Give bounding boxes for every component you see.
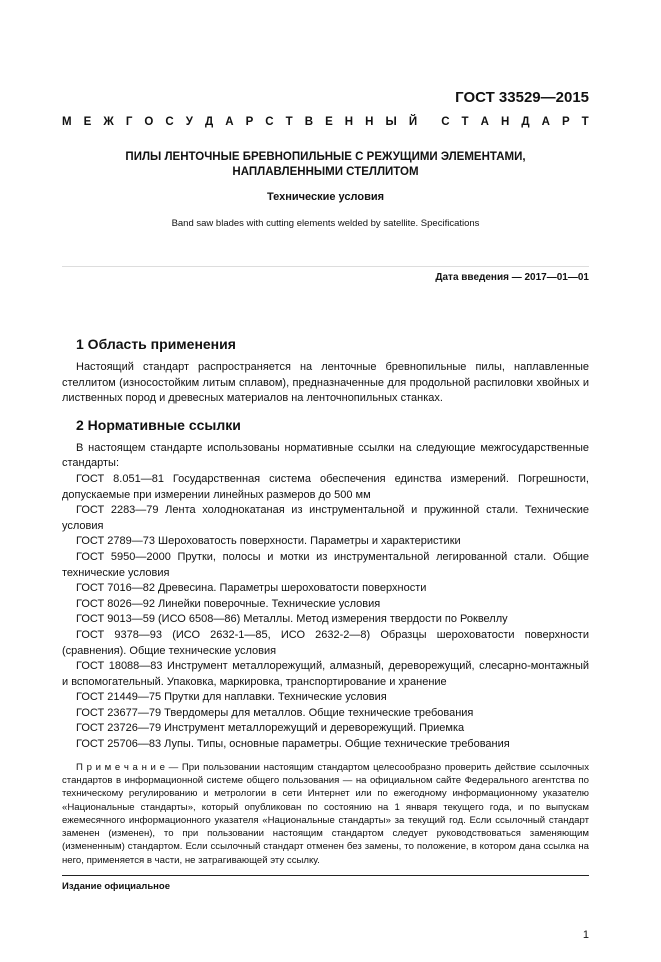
standard-type-letter: Р bbox=[561, 116, 570, 128]
edition-label: Издание официальное bbox=[62, 881, 170, 893]
standard-type-letter: Т bbox=[285, 116, 293, 128]
reference-item: ГОСТ 9013—59 (ИСО 6508—86) Металлы. Метод измерения твердости по Роквеллу bbox=[76, 613, 508, 626]
reference-item: ГОСТ 25706—83 Лупы. Типы, основные параметры. Общие технические требования bbox=[76, 738, 510, 751]
standard-type-letter: Й bbox=[408, 116, 418, 128]
standard-type-letter: В bbox=[304, 116, 314, 128]
standard-type-letter: У bbox=[185, 116, 193, 128]
standard-type-letter: Н bbox=[344, 116, 354, 128]
english-title: Band saw blades with cutting elements welded by satellite. Specifications bbox=[171, 218, 480, 229]
reference-item: ГОСТ 2789—73 Шероховатость поверхности. Параметры и характеристики bbox=[76, 535, 461, 548]
note-text: При пользовании настоящим стандартом целесообразно проверить действие ссылочных стандартов в информационной системе общего пользования — на официальном сайте Федерального агентства по техническому регулированию и метрологии в сети Интернет или по ежегодному информационному указателю «Национальные стандарты», который опубликован по состоянию на 1 января текущего года, и по выпускам ежемесячного информационного указателя «Национальные стандарты» за текущий год. Если ссылочный стандарт заменен (изменен), то при пользовании настоящим стандартом следует руководствоваться заменяющим (измененным) стандартом. Если ссылочный стандарт отменен без замены, то положение, в котором дана ссылка на него, применяется в части, не затрагивающей эту ссылку. bbox=[62, 761, 589, 866]
standard-type-letter: А bbox=[225, 116, 234, 128]
standard-type-letter: С bbox=[441, 116, 450, 128]
standard-type-letter: Е bbox=[325, 116, 333, 128]
standard-type-letter: Н bbox=[500, 116, 510, 128]
reference-item: ГОСТ 8026—92 Линейки поверочные. Технические условия bbox=[76, 597, 381, 610]
reference-item: ГОСТ 5950—2000 Прутки, полосы и мотки из инструментальной легированной стали. Общие технические условия bbox=[62, 550, 589, 579]
standard-type-letter: Т bbox=[461, 116, 469, 128]
standard-code: ГОСТ 33529—2015 bbox=[455, 89, 589, 106]
section-1-body bbox=[62, 360, 589, 407]
paragraph: В настоящем стандарте использованы нормативные ссылки на следующие межгосударственные стандарты: bbox=[62, 441, 589, 470]
reference-item: ГОСТ 9378—93 (ИСО 2632-1—85, ИСО 2632-2—8) Образцы шероховатости поверхности (сравнения). Общие технические условия bbox=[62, 628, 589, 657]
section-1-heading: 1 Область применения bbox=[76, 336, 236, 352]
note-label: П р и м е ч а н и е — bbox=[76, 761, 182, 773]
standard-type-letter: Р bbox=[245, 116, 254, 128]
standard-type-letter: Ж bbox=[103, 116, 114, 128]
standard-type-letter: Г bbox=[125, 116, 133, 128]
reference-item: ГОСТ 23726—79 Инструмент металлорежущий и дереворежущий. Приемка bbox=[76, 722, 465, 735]
document-title bbox=[62, 150, 589, 180]
document-subtitle: Технические условия bbox=[266, 191, 385, 203]
standard-type-letter: Н bbox=[365, 116, 374, 128]
standard-type-letter: Т bbox=[581, 116, 589, 128]
reference-item: ГОСТ 18088—83 Инструмент металлорежущий, алмазный, дереворежущий, слесарно-монтажный и вспомогательный. Упаковка, маркировка, транспортирование и хранение bbox=[62, 660, 589, 688]
reference-item: ГОСТ 7016—82 Древесина. Параметры шероховатости поверхности bbox=[76, 582, 427, 595]
note bbox=[62, 761, 589, 867]
standard-type-letter: С bbox=[265, 116, 274, 128]
standard-type bbox=[62, 115, 589, 129]
standard-type-letter: С bbox=[165, 116, 174, 128]
reference-item: ГОСТ 8.051—81 Государственная система обеспечения единства измерений. Погрешности, допускаемые при измерении линейных размеров до 500 мм bbox=[62, 472, 589, 501]
standard-type-letter: О bbox=[144, 116, 154, 128]
divider bbox=[62, 266, 589, 267]
effective-date: Дата введения — 2017—01—01 bbox=[435, 272, 589, 283]
reference-item: ГОСТ 23677—79 Твердомеры для металлов. Общие технические требования bbox=[76, 706, 474, 719]
standard-type-letter: А bbox=[480, 116, 489, 128]
footer-rule bbox=[62, 875, 589, 876]
standard-type-letter: А bbox=[541, 116, 550, 128]
page-number: 1 bbox=[582, 929, 589, 942]
title-line: ПИЛЫ ЛЕНТОЧНЫЕ БРЕВНОПИЛЬНЫЕ С РЕЖУЩИМИ ЭЛЕМЕНТАМИ, bbox=[125, 151, 526, 163]
standard-type-letter: М bbox=[62, 116, 72, 128]
section-2-heading: 2 Нормативные ссылки bbox=[76, 416, 241, 433]
title-line: НАПЛАВЛЕННЫМИ СТЕЛЛИТОМ bbox=[232, 166, 419, 178]
references-list bbox=[62, 441, 589, 753]
standard-type-letter: Д bbox=[204, 116, 214, 128]
standard-type-letter: Д bbox=[521, 116, 530, 128]
paragraph: Настоящий стандарт распространяется на ленточные бревнопильные пилы, наплавленные стеллитом (износостойким литым сплавом), предназначенные для продольной распиловки хвойных и лиственных пород и древесных материалов на ленточнопильных станках. bbox=[62, 361, 589, 405]
standard-type-letter: Е bbox=[83, 116, 92, 128]
reference-item: ГОСТ 21449—75 Прутки для наплавки. Технические условия bbox=[76, 691, 387, 704]
reference-item: ГОСТ 2283—79 Лента холоднокатаная из инструментальной и пружинной стали. Технические условия bbox=[62, 504, 589, 532]
standard-type-letter: Ы bbox=[385, 116, 397, 128]
